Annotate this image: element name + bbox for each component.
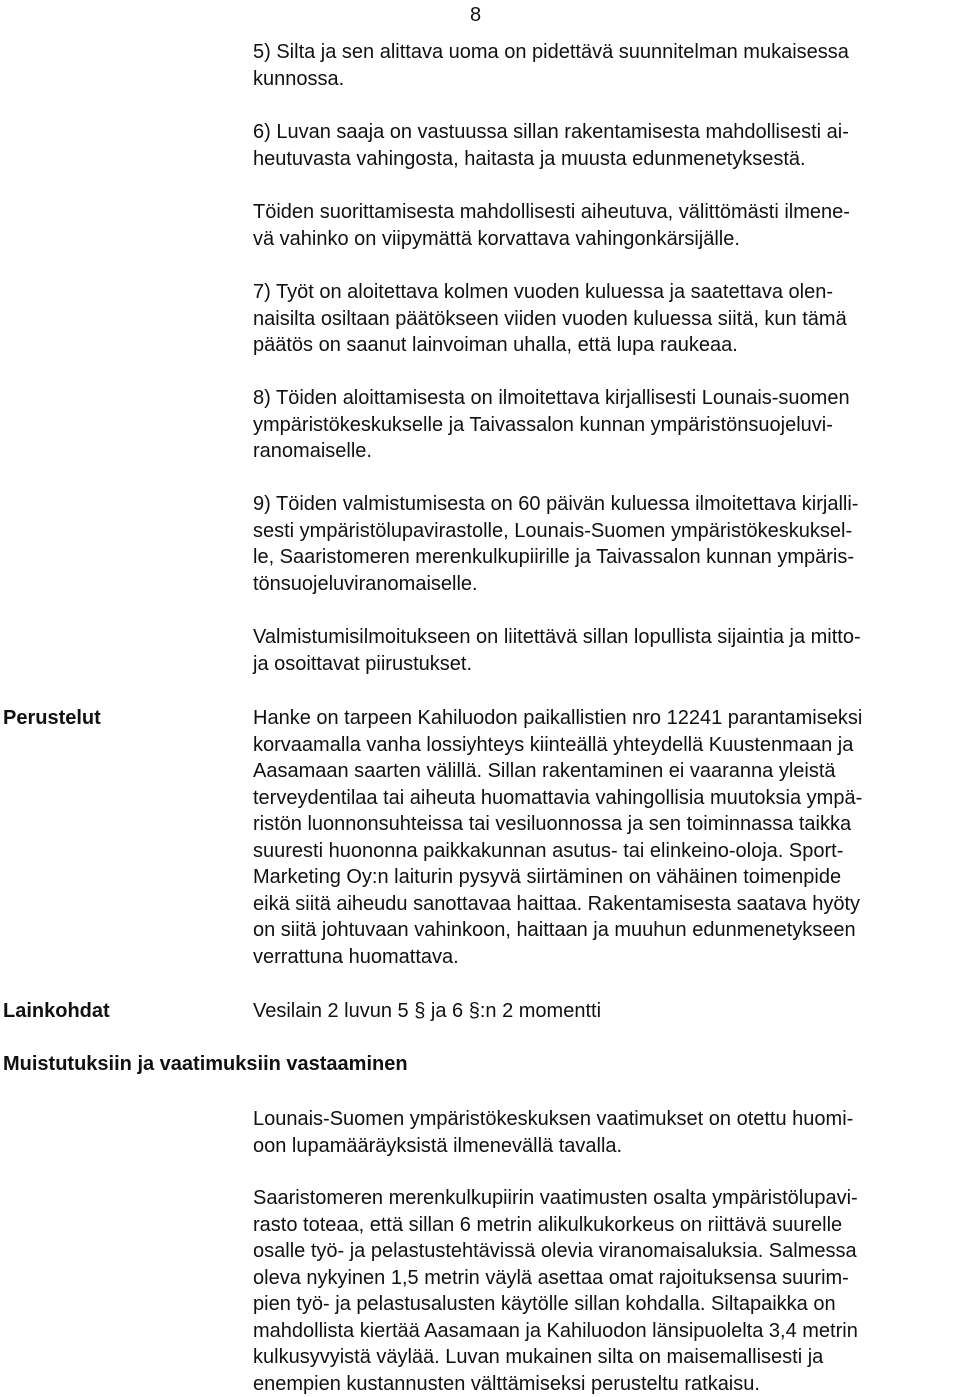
text-line: terveydentilaa tai aiheuta huomattavia vahingollisia muutoksia ympä-	[253, 786, 863, 809]
section-sign-icon: §	[414, 1000, 426, 1022]
text-line: ranomaiselle.	[253, 440, 372, 462]
damages-paragraph	[253, 199, 958, 252]
text-line: Hanke on tarpeen Kahiluodon paikallistien nro 12241 parantamiseksi	[253, 707, 863, 729]
text-line: ja osoittavat piirustukset.	[253, 652, 472, 675]
condition-5	[253, 39, 958, 92]
text-line: enempien kustannusten välttämiseksi perusteltu ratkaisu.	[253, 1372, 760, 1395]
text-line: 7) Työt on aloitettava kolmen vuoden kuluessa ja saatettava olen-	[253, 281, 833, 303]
text-line: verrattuna huomattava.	[253, 945, 459, 968]
text-line: 5) Silta ja sen alittava uoma on pidettävä suunnitelman mukaisessa	[253, 41, 849, 63]
text-line: Marketing Oy:n laiturin pysyvä siirtäminen on vähäinen toimenpide	[253, 866, 842, 888]
text-line: suuresti huononna paikkakunnan asutus- tai elinkeino-oloja. Sport-	[253, 839, 844, 862]
text-line: mahdollista kiertää Aasamaan ja Kahiluodon länsipuolelta 3,4 metrin	[253, 1319, 858, 1342]
text-line: pien työ- ja pelastusalusten käytölle sillan kohdalla. Siltapaikka on	[253, 1293, 836, 1315]
text-line: le, Saaristomeren merenkulkupiirille ja Taivassalon kunnan ympäris-	[253, 546, 855, 568]
text-line: tönsuojeluviranomaiselle.	[253, 572, 478, 595]
text-line: Aasamaan saarten välillä. Sillan rakentaminen ei vaaranna yleistä	[253, 760, 836, 782]
text-line: vä vahinko on viipymättä korvattava vahingonkärsijälle.	[253, 227, 740, 250]
muistutukset-paragraph-1	[253, 1106, 958, 1159]
text-line: ympäristökeskukselle ja Taivassalon kunnan ympäristönsuojeluvi-	[253, 413, 833, 436]
text-line: eikä siitä aiheudu sanottavaa haittaa. Rakentamisesta saatava hyöty	[253, 892, 861, 915]
law-reference-part: :n 2 momentti	[479, 1000, 602, 1022]
text-line: ristön luonnonsuhteissa tai vesiluonnossa ja sen toiminnassa taikka	[253, 813, 852, 835]
text-line: on siitä johtuvaan vahinkoon, haittaan ja muuhun edunmenetykseen	[253, 919, 856, 941]
muistutukset-heading: Muistutuksiin ja vaatimuksiin vastaaminen	[3, 1053, 408, 1075]
law-reference	[253, 998, 601, 1024]
text-line: 9) Töiden valmistumisesta on 60 päivän kuluessa ilmoitettava kirjalli-	[253, 493, 859, 515]
text-line: korvaamalla vanha lossiyhteys kiinteällä yhteydellä Kuustenmaan ja	[253, 733, 854, 756]
page-number: 8	[470, 4, 482, 26]
text-line: oon lupamääräyksistä ilmenevällä tavalla.	[253, 1134, 623, 1157]
perustelut-heading: Perustelut	[3, 707, 101, 729]
completion-notice-paragraph	[253, 624, 958, 677]
text-line: kunnossa.	[253, 67, 345, 90]
text-line: Saaristomeren merenkulkupiirin vaatimusten osalta ympäristölupavi-	[253, 1187, 858, 1209]
text-line: sesti ympäristölupavirastolle, Lounais-Suomen ympäristökeskuksel-	[253, 519, 853, 542]
text-line: 8) Töiden aloittamisesta on ilmoitettava kirjallisesti Lounais-suomen	[253, 387, 850, 409]
law-reference-part: ja 6	[425, 1000, 469, 1022]
condition-9	[253, 491, 958, 597]
condition-8	[253, 385, 958, 465]
text-line: Töiden suorittamisesta mahdollisesti aiheutuva, välittömästi ilmene-	[253, 201, 850, 223]
section-sign-icon: §	[468, 1000, 480, 1022]
text-line: oleva nykyinen 1,5 metrin väylä asettaa omat rajoituksensa suurim-	[253, 1266, 849, 1289]
lainkohdat-heading: Lainkohdat	[3, 1000, 110, 1022]
text-line: päätös on saanut lainvoiman uhalla, että lupa raukeaa.	[253, 334, 738, 356]
text-line: heutuvasta vahingosta, haitasta ja muusta edunmenetyksestä.	[253, 147, 806, 170]
text-line: osalle työ- ja pelastustehtävissä olevia viranomaisaluksia. Salmessa	[253, 1240, 857, 1262]
law-reference-part: Vesilain 2 luvun 5	[253, 1000, 415, 1022]
text-line: naisilta osiltaan päätökseen viiden vuoden kuluessa siitä, kun tämä	[253, 307, 847, 330]
text-line: rasto toteaa, että sillan 6 metrin alikulkukorkeus on riittävä suurelle	[253, 1213, 843, 1236]
condition-6	[253, 119, 958, 172]
condition-7	[253, 279, 958, 359]
text-line: 6) Luvan saaja on vastuussa sillan rakentamisesta mahdollisesti ai-	[253, 121, 849, 143]
perustelut-paragraph	[253, 705, 958, 970]
text-line: Valmistumisilmoitukseen on liitettävä sillan lopullista sijaintia ja mitto-	[253, 626, 861, 648]
text-line: kulkusyvyistä väylää. Luvan mukainen silta on maisemallisesti ja	[253, 1346, 824, 1368]
text-line: Lounais-Suomen ympäristökeskuksen vaatimukset on otettu huomi-	[253, 1108, 854, 1130]
muistutukset-paragraph-2	[253, 1185, 958, 1397]
